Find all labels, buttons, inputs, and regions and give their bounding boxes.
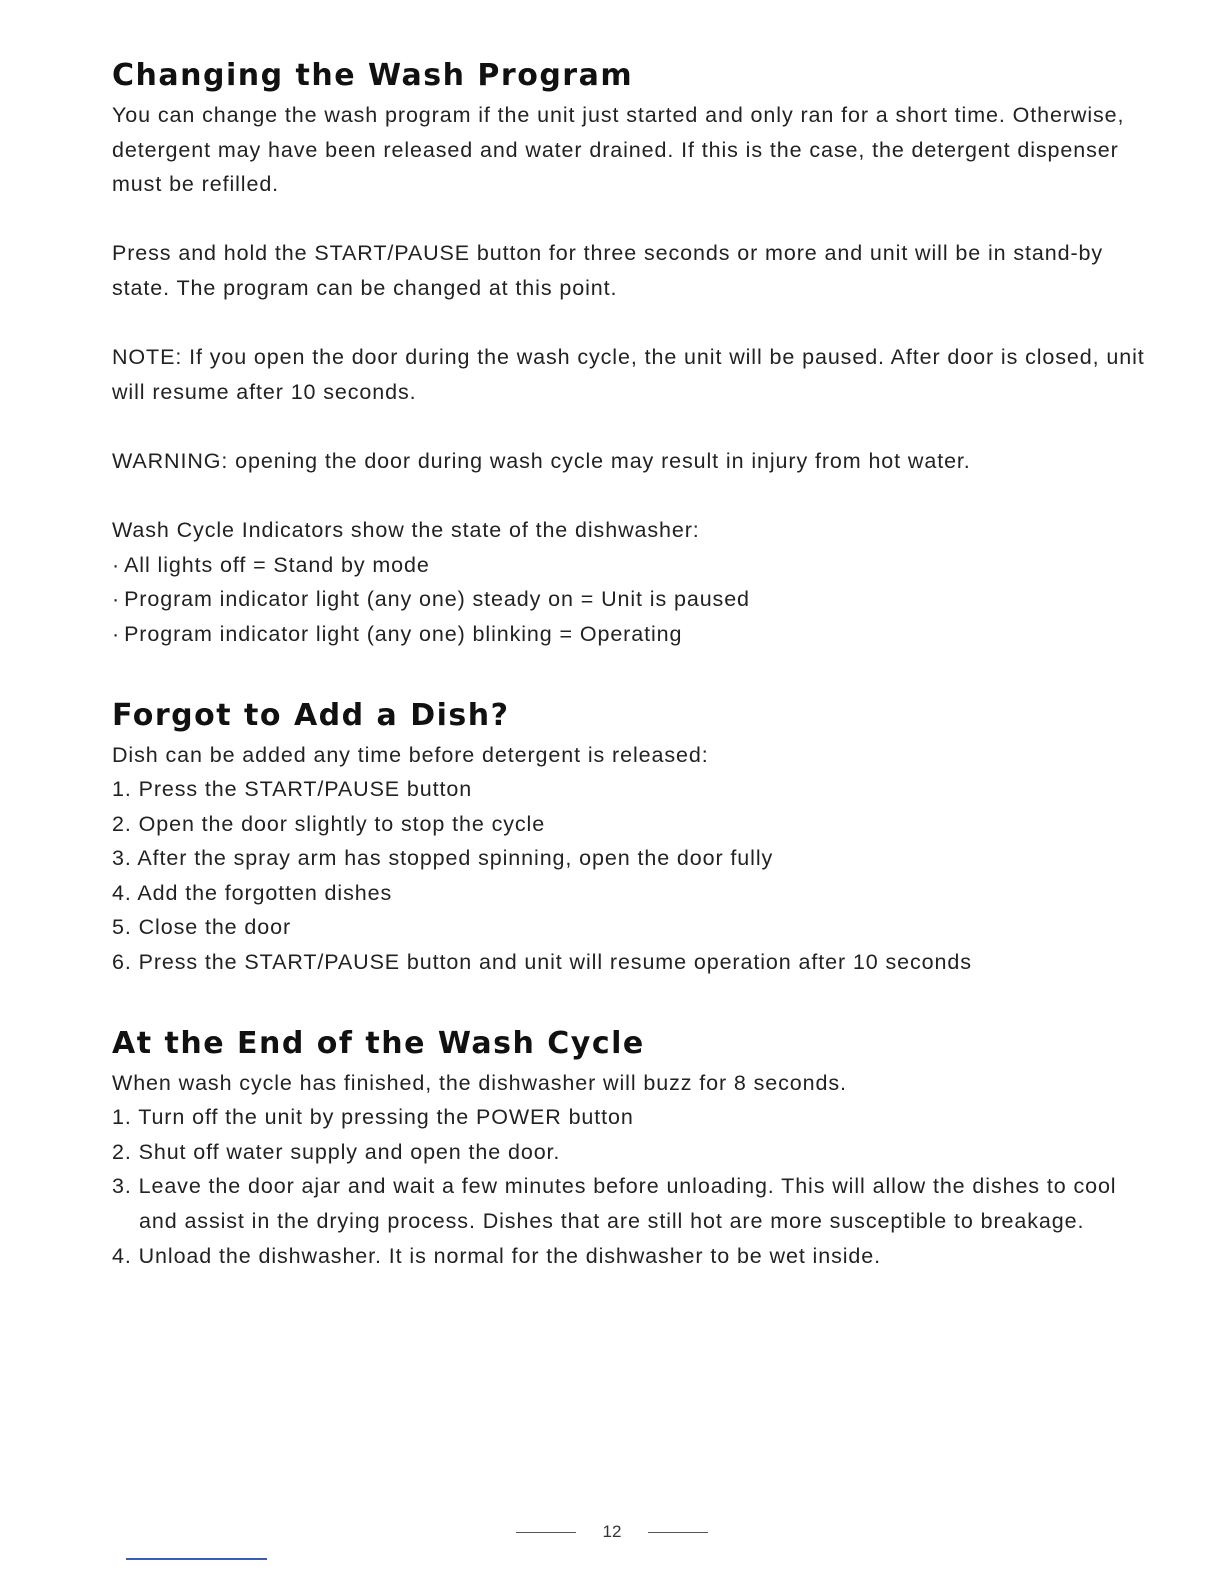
page-footer — [0, 1522, 1224, 1542]
footer-rule-left — [516, 1532, 576, 1533]
list-item: 2. Shut off water supply and open the door. — [112, 1139, 561, 1164]
list-item: 6. Press the START/PAUSE button and unit will resume operation after 10 seconds — [112, 950, 972, 975]
list-item: · Program indicator light (any one) steady on = Unit is paused — [112, 582, 1152, 617]
list-item: · All lights off = Stand by mode — [112, 548, 1152, 583]
list-item: 3. Leave the door ajar and wait a few minutes before unloading. This will allow the dishes to cool and assist in the drying process. Dishes that are still hot are more susceptible to breakage. — [112, 1174, 1117, 1234]
section-heading: Forgot to Add a Dish? — [112, 697, 510, 733]
decorative-rule — [126, 1558, 267, 1560]
steps-list — [112, 772, 1152, 980]
paragraph: Press and hold the START/PAUSE button for three seconds or more and unit will be in stand-by state. The program can be changed at this point. — [112, 241, 1104, 300]
paragraph: When wash cycle has finished, the dishwasher will buzz for 8 seconds. — [112, 1070, 847, 1095]
section-forgot-dish — [112, 698, 1152, 980]
steps-list — [112, 1100, 1152, 1273]
paragraph: Dish can be added any time before detergent is released: — [112, 742, 709, 767]
section-end-of-cycle — [112, 1026, 1152, 1274]
page-number: 12 — [602, 1522, 622, 1541]
list-item: · Program indicator light (any one) blinking = Operating — [112, 617, 1152, 652]
section-changing-wash-program — [112, 58, 1152, 652]
paragraph: Wash Cycle Indicators show the state of the dishwasher: — [112, 518, 700, 543]
list-item: 3. After the spray arm has stopped spinning, open the door fully — [112, 846, 774, 871]
list-item: 1. Turn off the unit by pressing the POWER button — [112, 1105, 634, 1130]
warning-paragraph: WARNING: opening the door during wash cycle may result in injury from hot water. — [112, 448, 971, 473]
manual-page — [112, 58, 1152, 1319]
indicator-list — [112, 548, 1152, 652]
section-heading: At the End of the Wash Cycle — [112, 1025, 645, 1061]
list-item: 4. Unload the dishwasher. It is normal for the dishwasher to be wet inside. — [112, 1243, 882, 1268]
section-heading: Changing the Wash Program — [112, 58, 634, 93]
note-paragraph: NOTE: If you open the door during the wash cycle, the unit will be paused. After door is closed, unit will resume after 10 seconds. — [112, 345, 1145, 404]
list-item: 2. Open the door slightly to stop the cycle — [112, 811, 546, 836]
list-item: 4. Add the forgotten dishes — [112, 880, 393, 905]
footer-rule-right — [648, 1532, 708, 1533]
list-item: 1. Press the START/PAUSE button — [112, 777, 473, 802]
paragraph: You can change the wash program if the unit just started and only ran for a short time. Otherwise, detergent may have been released and water drained. If this is the case, the detergent dispenser must be refilled. — [112, 103, 1125, 197]
list-item: 5. Close the door — [112, 915, 292, 940]
